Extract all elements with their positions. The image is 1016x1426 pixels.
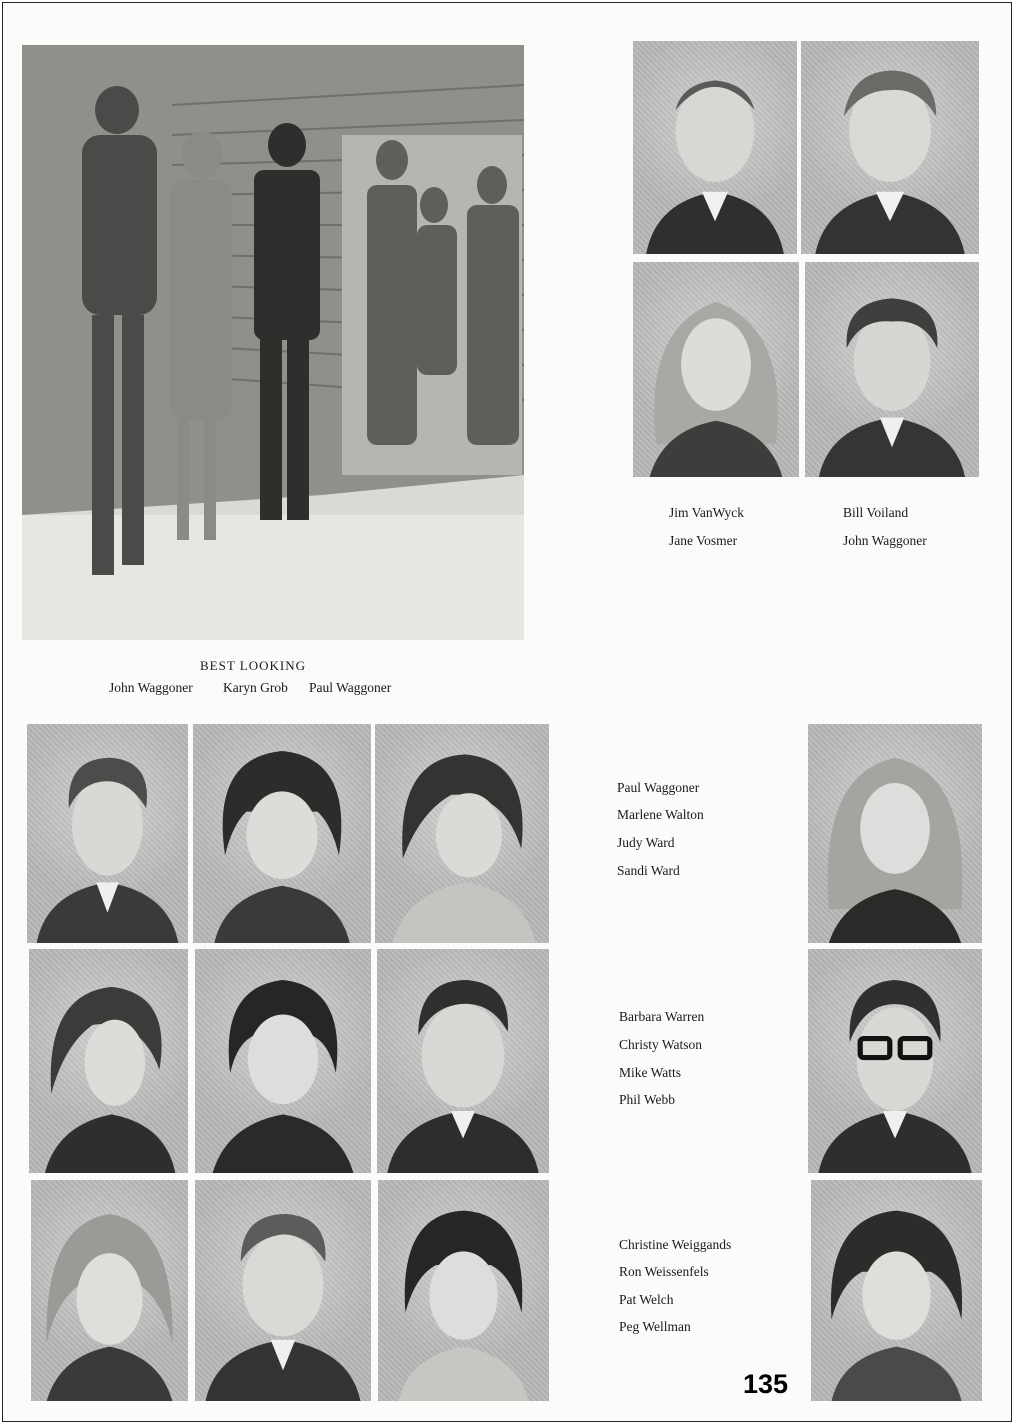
page-number: 135	[743, 1369, 789, 1399]
top-name: Jim VanWyck	[669, 505, 745, 520]
group2-name: Barbara Warren	[619, 1009, 705, 1024]
portrait-ron-weissenfels	[195, 1180, 371, 1401]
top-name: Jane Vosmer	[669, 533, 738, 548]
best-looking-name: Karyn Grob	[223, 680, 288, 695]
portrait-mike-watts	[377, 949, 549, 1173]
portrait-sandi-ward	[808, 724, 982, 943]
portrait-judy-ward	[375, 724, 549, 943]
portrait-pat-welch	[378, 1180, 549, 1401]
portrait-john-waggoner	[805, 262, 979, 477]
best-looking-group-photo	[22, 45, 524, 640]
group1-name: Judy Ward	[617, 835, 675, 850]
top-name: Bill Voiland	[843, 505, 909, 520]
best-looking-name: Paul Waggoner	[309, 680, 392, 695]
group2-name: Mike Watts	[619, 1065, 682, 1080]
top-name: John Waggoner	[843, 533, 927, 548]
group1-name: Sandi Ward	[617, 863, 680, 878]
portrait-barbara-warren	[29, 949, 188, 1173]
portrait-jane-vosmer	[633, 262, 799, 477]
group3-name: Christine Weiggands	[619, 1237, 732, 1252]
group3-name: Pat Welch	[619, 1292, 674, 1307]
portrait-jim-vanwyck	[633, 41, 797, 254]
group1-name: Paul Waggoner	[617, 780, 700, 795]
best-looking-name: John Waggoner	[109, 680, 193, 695]
portrait-christine-weiggands	[31, 1180, 188, 1401]
group3-name: Ron Weissenfels	[619, 1264, 709, 1279]
group3-name: Peg Wellman	[619, 1319, 691, 1334]
portrait-paul-waggoner	[27, 724, 188, 943]
portrait-bill-voiland	[801, 41, 979, 254]
group1-name: Marlene Walton	[617, 807, 704, 822]
best-looking-title: BEST LOOKING	[200, 658, 307, 673]
group2-name: Christy Watson	[619, 1037, 703, 1052]
portrait-peg-wellman	[811, 1180, 982, 1401]
group2-name: Phil Webb	[619, 1092, 676, 1107]
portrait-phil-webb	[808, 949, 982, 1173]
portrait-christy-watson	[195, 949, 371, 1173]
portrait-marlene-walton	[193, 724, 371, 943]
yearbook-page	[2, 2, 1012, 1422]
